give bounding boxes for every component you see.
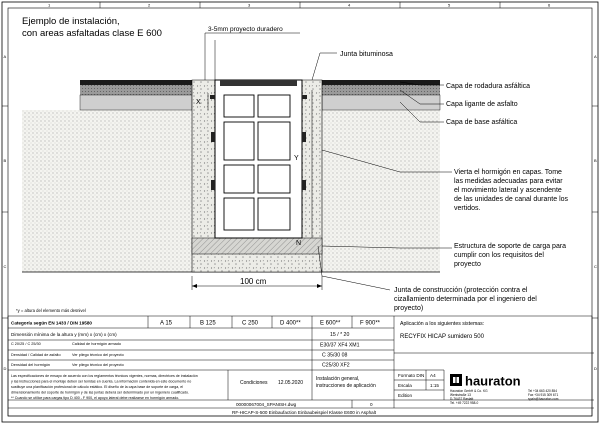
col-label: 1 <box>48 2 51 8</box>
row2-label: Dimensión mínima de la altura y (mm) x (cm) x (cm) <box>11 332 117 337</box>
wearing-course-right <box>322 80 440 85</box>
hauraton-logo <box>450 374 521 389</box>
svg-text:cizallamiento determinada por: cizallamiento determinada por el ingeniero del <box>394 296 537 303</box>
svg-text:proyecto: proyecto <box>454 261 481 268</box>
row3-sub: Calidad de hormigón armado <box>72 342 121 346</box>
edition-label: Edition <box>398 393 413 398</box>
col-label: 6 <box>548 2 551 8</box>
system-name: RECYFIX HICAP sumidero 500 <box>400 334 484 340</box>
disclaimer-line: sustituye una planificación profesional de cálculo estático. El diseño de la capa base de soporte de carga, el <box>11 385 184 389</box>
row3-value: E30/37 XF4 XM1 <box>320 342 360 349</box>
scale-value: 1:15 <box>430 383 439 388</box>
title-line-2: con areas asfaltadas clase E 600 <box>22 28 162 39</box>
row-label: A <box>3 54 7 59</box>
row-label: D <box>3 366 7 371</box>
row1-label: Categoría según EN 1433 / DIN 19580 <box>11 320 92 326</box>
load-support-slab <box>192 238 322 254</box>
class-e600: E 600** <box>320 320 341 327</box>
row-label: B <box>594 158 597 163</box>
svg-text:Tel. +49 7222 958-0: Tel. +49 7222 958-0 <box>450 401 479 405</box>
class-f900: F 900** <box>360 320 381 327</box>
row5-sub: Ver pliego técnico del proyecto <box>72 363 124 367</box>
binder-course-label: Capa ligante de asfalto <box>446 101 518 108</box>
col-label: 5 <box>448 2 451 8</box>
conditions-date: 12.05.2020 <box>278 380 304 386</box>
row-label: B <box>3 158 7 163</box>
dim-y-label: Y <box>294 155 299 162</box>
dim-n-label: N <box>296 240 302 247</box>
support-note <box>454 243 566 268</box>
svg-text:proyecto): proyecto) <box>394 305 424 312</box>
class-c250: C 250 <box>242 320 259 327</box>
svg-text:las medidas adecuadas para evi: las medidas adecuadas para evitar <box>454 178 563 185</box>
width-dim-label: 100 cm <box>240 277 267 286</box>
svg-text:Werkstraße 13: Werkstraße 13 <box>450 393 471 397</box>
class-a15: A 15 <box>160 320 173 327</box>
svg-text:Hauraton GmbH & Co. KG: Hauraton GmbH & Co. KG <box>450 389 488 393</box>
general-label-1: Instalación general, <box>316 376 360 382</box>
brand-address <box>450 389 488 405</box>
title-line-1: Ejemplo de instalación, <box>22 16 120 27</box>
footer-title: RF-HICAP-S-500 Einbaufaction Einbaubeispiel Klasse E600 in Asphalt <box>232 410 377 415</box>
scale-label: Escala <box>398 383 412 388</box>
channel-body <box>215 80 302 238</box>
dim-x-label: X <box>196 99 201 106</box>
svg-text:Tel +34 663 420 854: Tel +34 663 420 854 <box>528 389 557 393</box>
spec-table-text <box>11 321 485 416</box>
svg-text:D-76437 Rastatt: D-76437 Rastatt <box>450 397 474 401</box>
concrete-note <box>454 169 569 212</box>
svg-text:de las unidades de canal duran: de las unidades de canal durante los <box>454 196 569 203</box>
row5-label: Densidad del hormigón <box>11 363 51 367</box>
disclaimer-line: dimensionamiento del soporte de hormigón y de las juntas deberá ser determinado por un ingeniero cualificado. <box>11 390 189 395</box>
row4-label: Densidad / Calidad de asfalto <box>11 353 61 357</box>
svg-text:vertidos.: vertidos. <box>454 205 481 212</box>
wearing-course-left <box>80 80 192 85</box>
row4-sub: Ver pliego técnico del proyecto <box>72 353 124 357</box>
svg-text:Vierta el hormigón en capas. T: Vierta el hormigón en capas. Tome <box>454 169 562 176</box>
format-label: Formato DIN <box>398 373 425 378</box>
conditions-label: Condiciones <box>240 380 268 386</box>
row-label: D <box>594 366 597 371</box>
base-course-right <box>322 95 440 110</box>
svg-text:Estructura de soporte de carga: Estructura de soporte de carga para <box>454 243 567 250</box>
binder-course-left <box>80 85 192 95</box>
row5-value: C25/30 XF2 <box>322 362 350 369</box>
svg-text:Fax +34 915 309 671: Fax +34 915 309 671 <box>528 393 559 397</box>
disclaimer-line: ** Cuando se utilice para cargas tipo D 400 - F 900, el apoyo lateral debe realizarse en hormigón armado. <box>11 396 180 400</box>
bitumen-joint-label: Junta bituminosa <box>340 51 393 58</box>
drawing-number: 00000067004_SPANISH.dwg <box>236 402 297 407</box>
general-label-2: instrucciones de aplicación <box>316 383 376 389</box>
svg-text:cumplir con los requisitos del: cumplir con los requisitos del <box>454 252 544 259</box>
row3-label: C 20/25 / C 25/30 <box>11 342 41 346</box>
col-label: 3 <box>248 2 251 8</box>
logo-mark <box>450 374 462 386</box>
row2-value: 15 / * 20 <box>330 332 350 338</box>
construction-joint-note <box>394 287 537 312</box>
grating <box>220 80 297 86</box>
row4-value: C 35/30 08 <box>322 352 348 359</box>
footnote: *y = altura del elemento más desnivel <box>16 308 86 313</box>
format-value: A4 <box>430 373 436 378</box>
row-label: C <box>3 264 7 269</box>
brand-contact <box>528 389 559 401</box>
gap-label: 3-5mm proyecto duradero <box>208 26 283 33</box>
base-course-label: Capa de base asfáltica <box>446 119 518 126</box>
logo-text: hauraton <box>465 373 521 389</box>
class-d400: D 400** <box>280 320 301 327</box>
col-label: 4 <box>348 2 351 8</box>
binder-course-right <box>322 85 440 95</box>
class-b125: B 125 <box>200 320 216 327</box>
disclaimer-line: Las especificaciones de ensayo de acuerdo con los reglamentos técnicos vigentes, normas, directrices de instalación <box>11 374 198 378</box>
wearing-course-label: Capa de rodadura asfáltica <box>446 83 531 90</box>
svg-text:el movimiento lateral y ascend: el movimiento lateral y ascendente <box>454 187 562 194</box>
svg-text:Junta de construcción (protecc: Junta de construcción (protección contra el <box>394 287 528 294</box>
drawing-rev: 0 <box>370 402 373 407</box>
disclaimer-line: y las instrucciones para el montaje deben ser tenidas en cuenta. La información contenida en este documento no <box>11 379 192 384</box>
svg-text:spain@hauraton.com: spain@hauraton.com <box>528 397 559 401</box>
applications-title: Aplicación a los siguientes sistemas: <box>400 321 485 327</box>
base-course-left <box>80 95 192 110</box>
row-label: A <box>594 54 597 59</box>
col-label: 2 <box>148 2 151 8</box>
row-label: C <box>594 264 597 269</box>
